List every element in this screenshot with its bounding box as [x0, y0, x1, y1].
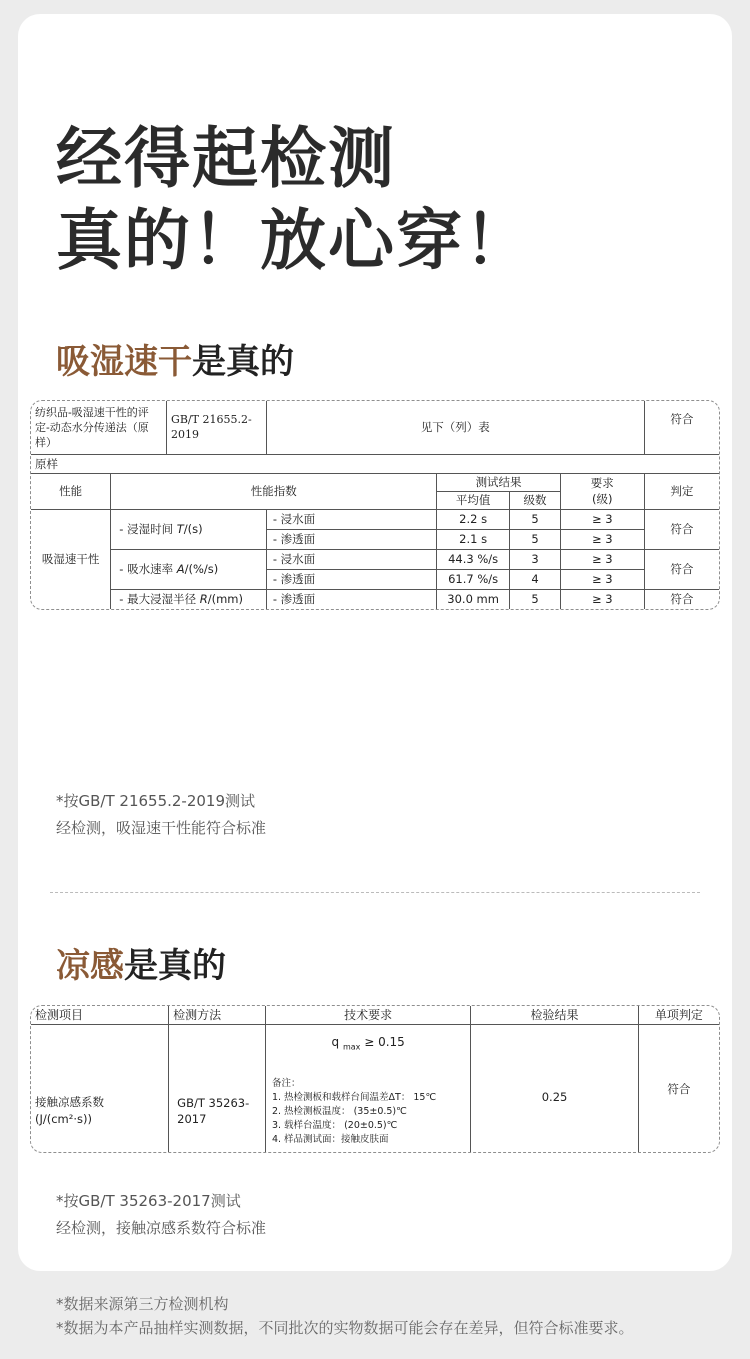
- moisture-note-line-2: 经检测，吸湿速干性能符合标准: [56, 819, 267, 837]
- moisture-note-line-1: *按GB/T 21655.2-2019测试: [56, 792, 256, 810]
- requirement-cell: [265, 1024, 470, 1153]
- metric-label: [111, 509, 267, 549]
- test-face: - 渗透面: [266, 589, 436, 609]
- section-divider: [50, 892, 700, 893]
- test-face: - 浸水面: [266, 549, 436, 569]
- cooling-note-line-1: *按GB/T 35263-2017测试: [56, 1192, 241, 1210]
- section-title-accent: 凉感: [56, 946, 124, 986]
- requirement-remarks: [266, 1073, 470, 1151]
- requirement-value: ≥ 3: [560, 549, 644, 569]
- header-requirement: 技术要求: [265, 1006, 470, 1024]
- grade-value: 5: [510, 589, 561, 609]
- grade-value: 5: [510, 529, 561, 549]
- item-unit: (J/(cm²·s)): [35, 1112, 92, 1127]
- grade-value: 4: [510, 569, 561, 589]
- requirement-cell: 见下（列）表: [266, 401, 644, 454]
- header-judgement: 判定: [644, 473, 719, 509]
- metric-symbol: R: [199, 592, 208, 607]
- headline: [56, 118, 532, 282]
- test-name-cell: 纺织品-吸湿速干性的评定-动态水分传递法（原样）: [31, 401, 167, 454]
- headline-line-2: 真的！放心穿！: [56, 202, 532, 279]
- requirement-value: ≥ 3: [560, 529, 644, 549]
- header-item: 检测项目: [31, 1006, 169, 1024]
- metric-unit: /(mm): [207, 592, 243, 607]
- header-judgement: 单项判定: [638, 1006, 719, 1024]
- footer-line-2: *数据为本产品抽样实测数据，不同批次的实物数据可能会存在差异，但符合标准要求。: [56, 1319, 634, 1337]
- header-grade: 级数: [510, 491, 561, 509]
- metric-symbol: T: [176, 522, 184, 536]
- metric-verdict: 符合: [644, 589, 719, 609]
- group-label: 吸湿速干性: [31, 509, 111, 609]
- section-title-accent: 吸湿速干: [56, 342, 192, 382]
- requirement-value: ≥ 3: [560, 569, 644, 589]
- test-method-cell: GB/T 21655.2-2019: [167, 401, 267, 454]
- requirement-symbol: q: [331, 1034, 340, 1049]
- metric-label: [111, 549, 267, 589]
- section-title-rest: 是真的: [192, 342, 294, 382]
- metric-unit: /(%/s): [184, 562, 219, 576]
- section-title-rest: 是真的: [124, 946, 226, 986]
- test-face: - 浸水面: [266, 509, 436, 529]
- footer-disclaimer: [56, 1292, 634, 1340]
- metric-name: - 最大浸湿半径: [119, 592, 200, 607]
- requirement-subscript: max: [342, 1041, 361, 1051]
- section-title-moisture: [56, 340, 294, 384]
- header-test-result: 测试结果: [437, 473, 561, 491]
- sample-label: 原样: [31, 454, 719, 473]
- average-value: 61.7 %/s: [437, 569, 510, 589]
- verdict-cell: 符合: [638, 1024, 719, 1153]
- remark-line: 4. 样品测试面：接触皮肤面: [271, 1133, 389, 1145]
- metric-verdict: 符合: [644, 509, 719, 549]
- header-performance: 性能: [31, 473, 111, 509]
- metric-symbol: A: [176, 562, 185, 576]
- average-value: 2.1 s: [437, 529, 510, 549]
- metric-unit: /(s): [183, 522, 203, 536]
- moisture-note: [56, 788, 266, 842]
- test-face: - 渗透面: [266, 569, 436, 589]
- remark-line: 2. 热检测板温度： (35±0.5)℃: [271, 1105, 407, 1117]
- requirement-value: ≥ 3: [560, 589, 644, 609]
- metric-name: - 吸水速率: [119, 562, 177, 576]
- footer-line-1: *数据来源第三方检测机构: [56, 1295, 229, 1313]
- header-requirement: [560, 473, 644, 509]
- method-cell: GB/T 35263-2017: [169, 1024, 266, 1153]
- grade-value: 5: [510, 509, 561, 529]
- requirement-value: ≥ 3: [560, 509, 644, 529]
- test-face: - 渗透面: [266, 529, 436, 549]
- requirement-value: ≥ 0.15: [364, 1034, 405, 1049]
- remark-line: 备注：: [271, 1077, 301, 1089]
- header-average: 平均值: [437, 491, 510, 509]
- item-name: 接触凉感系数: [35, 1095, 104, 1110]
- cooling-test-table: [30, 1005, 720, 1153]
- average-value: 44.3 %/s: [437, 549, 510, 569]
- header-requirement-unit: (级): [592, 492, 613, 506]
- cooling-note: [56, 1188, 266, 1242]
- table-row: [31, 589, 719, 609]
- table-row: [31, 549, 719, 569]
- result-cell: 0.25: [471, 1024, 638, 1153]
- moisture-test-table: [30, 400, 720, 610]
- average-value: 30.0 mm: [437, 589, 510, 609]
- remark-line: 1. 热检测板和载样台间温差ΔT： 15℃: [271, 1091, 437, 1103]
- item-cell: [31, 1024, 169, 1153]
- header-requirement-label: 要求: [590, 476, 614, 490]
- section-title-cooling: [56, 944, 226, 988]
- cooling-note-line-2: 经检测，接触凉感系数符合标准: [56, 1219, 267, 1237]
- overall-verdict: 符合: [644, 401, 719, 454]
- header-result: 检验结果: [471, 1006, 638, 1024]
- header-method: 检测方法: [169, 1006, 266, 1024]
- table-row: [31, 509, 719, 529]
- metric-label: [111, 589, 267, 609]
- requirement-formula: [266, 1025, 470, 1051]
- remark-line: 3. 载样台温度： (20±0.5)℃: [271, 1119, 398, 1131]
- average-value: 2.2 s: [437, 509, 510, 529]
- grade-value: 3: [510, 549, 561, 569]
- metric-rows: [31, 509, 719, 609]
- metric-verdict: 符合: [644, 549, 719, 589]
- metric-name: - 浸湿时间: [119, 522, 177, 536]
- header-index: 性能指数: [111, 473, 437, 509]
- headline-line-1: 经得起检测: [56, 120, 396, 197]
